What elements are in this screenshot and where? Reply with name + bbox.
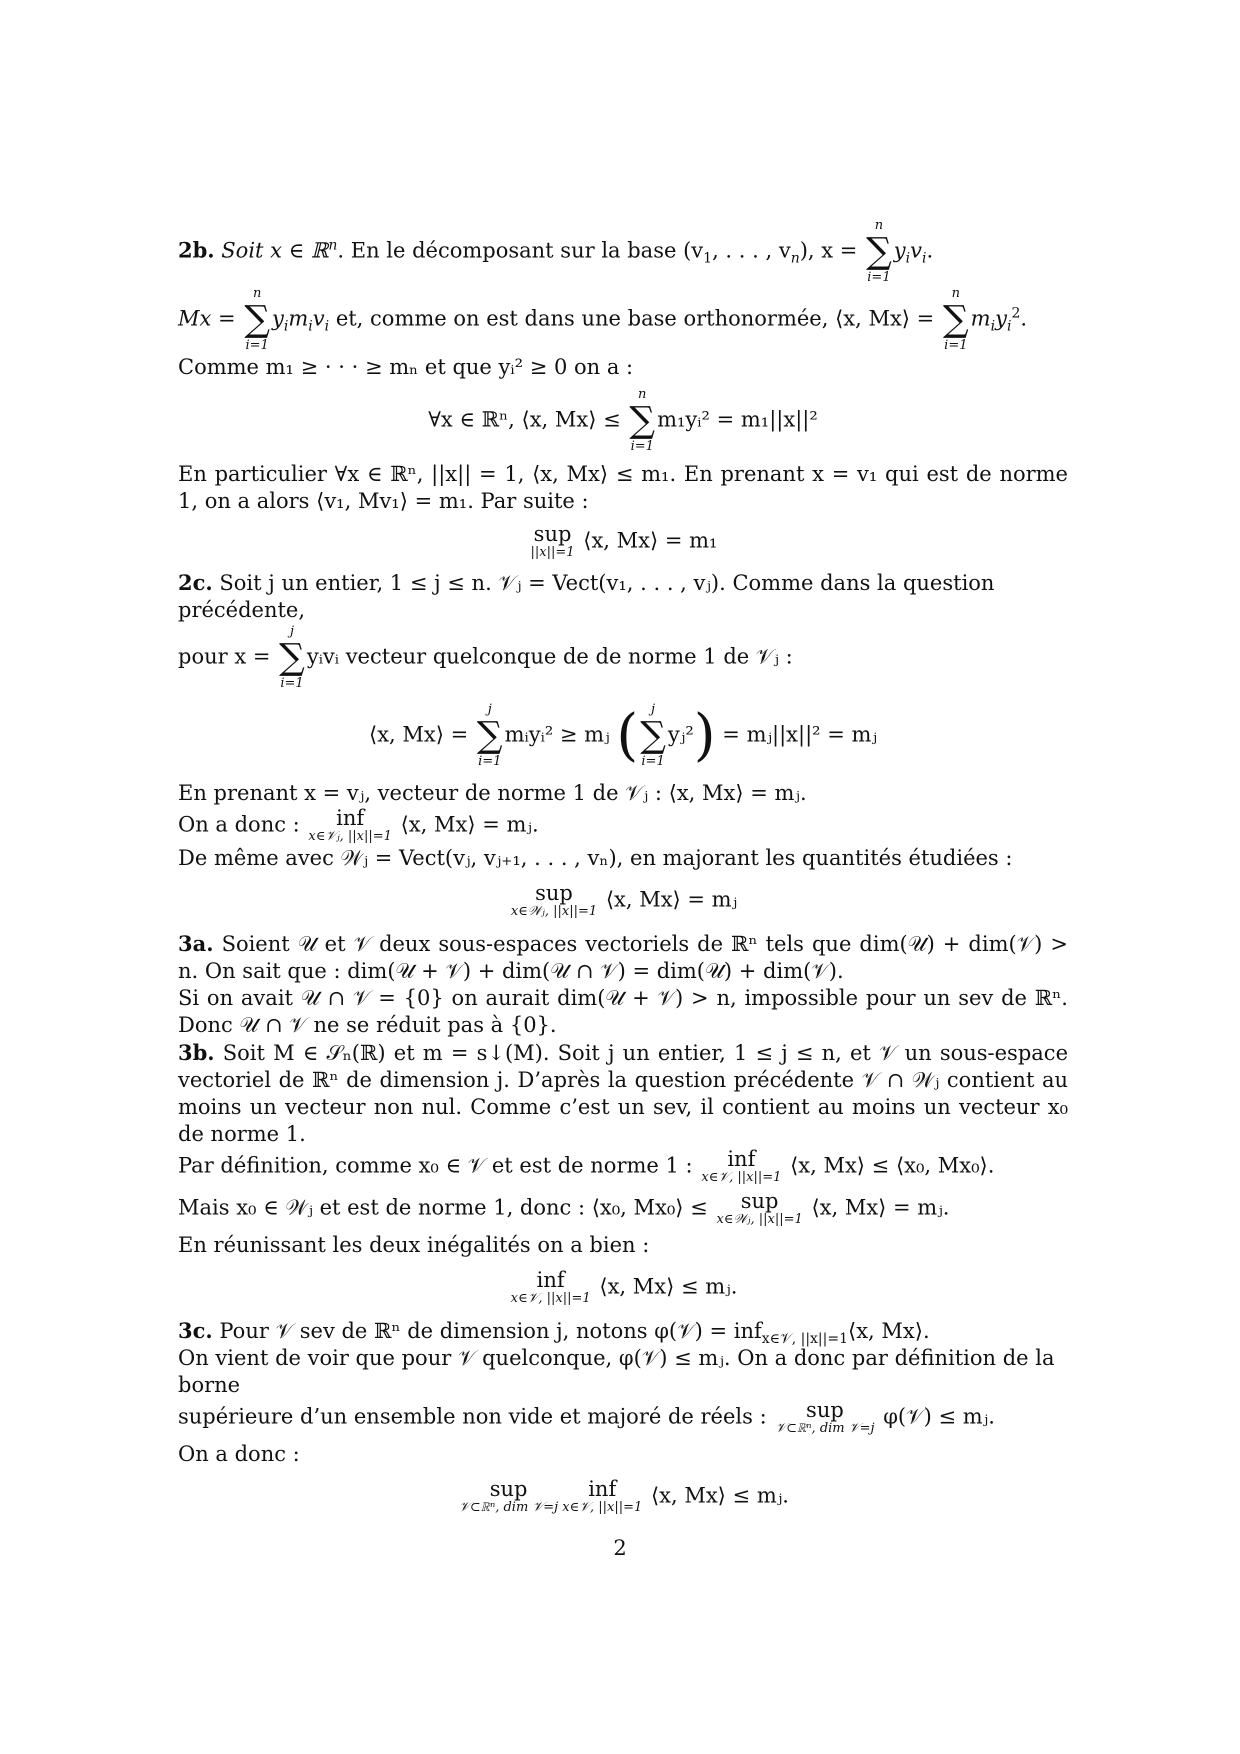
paragraph-2c-line4 — [178, 807, 1068, 845]
text: v — [312, 306, 325, 331]
text: m — [288, 306, 309, 331]
text: y — [893, 238, 906, 263]
text: y — [272, 306, 284, 331]
text: ⟨x, Mx⟩ = — [369, 722, 469, 747]
text: ⟨x, Mx⟩ = mⱼ. — [400, 812, 539, 837]
sigma: ∑ — [866, 231, 892, 272]
text: mᵢyᵢ² ≥ mⱼ — [504, 722, 610, 747]
inf-operator — [562, 1478, 642, 1516]
text: j — [289, 624, 294, 639]
text: yᵢvᵢ vecteur quelconque de de norme 1 de 𝒱ⱼ : — [306, 644, 793, 669]
text: inf — [336, 806, 365, 830]
text: i=1 — [478, 754, 502, 769]
equation-1 — [178, 387, 1068, 455]
text: x∈𝒲ⱼ, ||x||=1 — [510, 904, 598, 919]
text: n — [874, 218, 884, 233]
left-paren: ( — [616, 703, 639, 768]
text: sup — [489, 1477, 528, 1501]
text: = mⱼ||x||² = mⱼ — [722, 722, 877, 747]
text: Pour 𝒱 sev de ℝⁿ de dimension j, notons φ(𝒱) = inf — [219, 1319, 762, 1343]
text: n — [790, 250, 800, 267]
text: j — [651, 702, 656, 717]
text: Par définition, comme x₀ ∈ 𝒱 et est de norme 1 : — [178, 1153, 693, 1178]
equation-2 — [178, 523, 1068, 561]
paragraph-2c-line3: En prenant x = vⱼ, vecteur de norme 1 de 𝒱ⱼ : ⟨x, Mx⟩ = mⱼ. — [178, 781, 807, 805]
text: Mais x₀ ∈ 𝒲ⱼ et est de norme 1, donc : ⟨x₀, Mx₀⟩ ≤ — [178, 1195, 708, 1220]
paragraph-3a-line1 — [178, 930, 1068, 985]
equation-5 — [178, 1269, 1068, 1307]
text: i=1 — [280, 676, 304, 691]
text: y — [995, 306, 1007, 331]
sup-operator — [459, 1478, 558, 1516]
heading-3c: 3c. — [178, 1318, 213, 1343]
text: Soit x ∈ ℝ — [221, 238, 329, 263]
text: sup — [533, 522, 572, 546]
page-number: 2 — [613, 1536, 627, 1560]
paragraph-3b-line1 — [178, 1039, 1068, 1148]
sum-operator — [943, 286, 969, 354]
i: i — [922, 250, 927, 267]
heading-3b: 3b. — [178, 1040, 215, 1065]
text: v — [910, 238, 923, 263]
i: i — [990, 318, 996, 335]
text: Soit M ∈ 𝒮ₙ(ℝ) et m = s↓(M). Soit j un entier, 1 ≤ j ≤ n, et 𝒱 un sous-espace vectoriel de ℝⁿ de dimension j. D’après la question précédente 𝒱 ∩ 𝒲ⱼ contient au moins un vecteur non nul. Comme c’est un sev, il contient au moins un vecteur x₀ de norme 1. — [178, 1041, 1068, 1146]
text: m — [970, 306, 991, 331]
text: x∈𝒲ⱼ, ||x||=1 — [716, 1212, 803, 1227]
text: n — [638, 387, 647, 402]
sup-operator — [531, 523, 575, 561]
paragraph-3b-line3 — [178, 1190, 1068, 1228]
text: ⟨x, Mx⟩ ≤ ⟨x₀, Mx₀⟩. — [790, 1153, 995, 1178]
text: inf — [536, 1268, 565, 1292]
sigma: ∑ — [279, 637, 305, 678]
text: Soient 𝒰 et 𝒱 deux sous-espaces vectoriels de ℝⁿ tels que dim(𝒰) + dim(𝒱) > n. On sait que : dim(𝒰 + 𝒱) + dim(𝒰 ∩ 𝒱) = dim(𝒰) + dim(𝒱). — [178, 932, 1068, 983]
text: On a donc : — [178, 812, 300, 837]
sup-operator — [716, 1190, 802, 1228]
text: sup — [806, 1398, 844, 1422]
text: ⟨x, Mx⟩ = mⱼ. — [811, 1195, 950, 1220]
text: ), x = — [799, 238, 858, 263]
paragraph-2c-line2 — [178, 624, 1068, 692]
text: ⟨x, Mx⟩ = mⱼ — [605, 887, 738, 912]
heading-3a: 3a. — [178, 931, 214, 956]
text: ⟨x, Mx⟩ ≤ mⱼ. — [599, 1274, 738, 1299]
paragraph-3c-line3 — [178, 1399, 1068, 1437]
text: inf — [588, 1477, 617, 1501]
text: ⟨x, Mx⟩ ≤ mⱼ. — [650, 1483, 789, 1508]
text: supérieure d’un ensemble non vide et majoré de réels : — [178, 1404, 767, 1429]
text: x∈𝒱, ||x||=1 — [562, 1500, 643, 1515]
text: 𝒱⊂ℝⁿ, dim 𝒱=j — [775, 1421, 875, 1436]
text: Mx = — [178, 306, 236, 331]
text: n — [951, 286, 960, 301]
subscript — [922, 251, 926, 267]
text: i=1 — [630, 439, 654, 454]
paragraph-3c-line1 — [178, 1317, 1068, 1348]
text: sup — [535, 881, 573, 905]
sigma: ∑ — [476, 715, 503, 756]
heading-2b: 2b. — [178, 237, 215, 263]
sigma: ∑ — [629, 400, 656, 441]
i: i — [1006, 318, 1012, 335]
paragraph-2b-line3: Comme m₁ ≥ · · · ≥ mₙ et que yᵢ² ≥ 0 on a : — [178, 355, 634, 379]
text: inf — [727, 1147, 756, 1171]
sum-operator — [629, 387, 655, 455]
right-paren: ) — [693, 703, 716, 768]
paragraph-3b-line2 — [178, 1148, 1068, 1186]
inf-operator — [701, 1148, 781, 1186]
text: x∈𝒱, ||x||=1 — [510, 1291, 591, 1306]
sup-operator — [775, 1399, 874, 1437]
text: ||x||=1 — [530, 545, 575, 560]
text: ⟨x, Mx⟩. — [848, 1319, 930, 1343]
text: Soit j un entier, 1 ≤ j ≤ n. 𝒱ⱼ = Vect(v₁, . . . , vⱼ). Comme dans la question précédente, — [178, 571, 995, 622]
sum-operator — [477, 702, 503, 770]
sup-operator — [511, 882, 597, 920]
text: ∀x ∈ ℝⁿ, ⟨x, Mx⟩ ≤ — [428, 407, 621, 432]
paragraph-3c-line4: On a donc : — [178, 1442, 300, 1466]
text: i=1 — [944, 338, 968, 353]
equation-3 — [178, 702, 1068, 770]
paragraph-2b-line2: Mx = n ∑ i=1 $y_im_iv_i$ et, comme on est dans une base orthonormée, ⟨x, Mx⟩ = n ∑ i=1 $m_iy_i^2$. — [178, 286, 1028, 353]
i: i — [905, 250, 911, 267]
subscript — [791, 251, 800, 267]
paragraph-3a-line2: Si on avait 𝒰 ∩ 𝒱 = {0} on aurait dim(𝒰 + 𝒱) > n, impossible pour un sev de ℝⁿ. Donc 𝒰 ∩ 𝒱 ne se réduit pas à {0}. — [178, 986, 1068, 1037]
text: sup — [740, 1189, 779, 1213]
sum-operator — [279, 624, 305, 692]
equation-6 — [178, 1478, 1068, 1516]
text: i=1 — [641, 754, 665, 769]
text: x∈𝒱, ||x||=1 — [761, 1331, 849, 1348]
inf-operator — [308, 807, 392, 845]
sum-operator — [866, 218, 892, 286]
text: . En le décomposant sur la base (v — [337, 238, 704, 263]
text: , . . . , v — [712, 238, 791, 263]
text: i=1 — [867, 270, 891, 285]
paragraph-2b-line4: En particulier ∀x ∈ ℝⁿ, ||x|| = 1, ⟨x, Mx⟩ ≤ m₁. En prenant x = v₁ qui est de norme 1, on a alors ⟨v₁, Mv₁⟩ = m₁. Par suite : — [178, 462, 1068, 513]
subscript: 1 — [703, 250, 713, 267]
sigma: ∑ — [244, 299, 271, 340]
text: pour x = — [178, 644, 271, 669]
sigma: ∑ — [640, 715, 666, 756]
text: et, comme on est dans une base orthonormée, ⟨x, Mx⟩ = — [329, 306, 935, 331]
i: i — [324, 318, 330, 335]
paragraph-3b-line4: En réunissant les deux inégalités on a bien : — [178, 1233, 650, 1257]
equation-4 — [178, 882, 1068, 920]
text: ⟨x, Mx⟩ = m₁ — [583, 528, 718, 553]
sum-operator — [640, 702, 666, 770]
text: x∈𝒱ⱼ, ||x||=1 — [308, 829, 392, 844]
document-body — [178, 218, 1068, 1526]
i: i — [283, 318, 289, 335]
superscript: 2 — [1011, 305, 1021, 322]
text: yⱼ² — [667, 722, 694, 747]
heading-2c: 2c. — [178, 570, 213, 595]
paragraph-2b-line1: 2b. Soit x ∈ ℝ$^n$. En le décomposant sur la base ($v_1$, . . . , $v_n$), x = n ∑ i=1 $y_iv_i$. — [178, 218, 934, 285]
text: x∈𝒱, ||x||=1 — [701, 1170, 782, 1185]
paragraph-3c-line2: On vient de voir que pour 𝒱 quelconque, φ(𝒱) ≤ mⱼ. On a donc par définition de la borne — [178, 1346, 1055, 1397]
paragraph-2c-line5: De même avec 𝒲ⱼ = Vect(vⱼ, vⱼ₊₁, . . . , vₙ), en majorant les quantités étudiées : — [178, 846, 1013, 870]
i: i — [308, 318, 313, 335]
sum-operator — [244, 286, 270, 354]
sigma: ∑ — [942, 299, 969, 340]
text: 𝒱⊂ℝⁿ, dim 𝒱=j — [459, 1500, 559, 1515]
text: j — [487, 702, 492, 717]
text: m₁yᵢ² = m₁||x||² — [657, 407, 818, 432]
text: i=1 — [245, 338, 269, 353]
text: φ(𝒱) ≤ mⱼ. — [883, 1404, 995, 1429]
paragraph-2c-line1 — [178, 569, 1068, 624]
text: n — [328, 237, 338, 254]
text: n — [252, 286, 262, 301]
inf-operator — [511, 1269, 591, 1307]
